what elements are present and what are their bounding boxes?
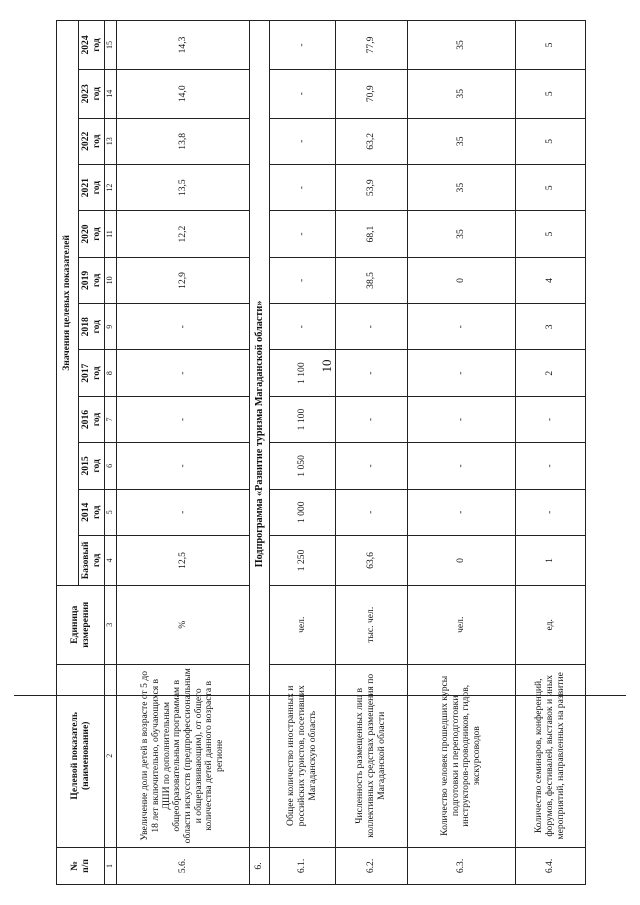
row-num: 6.4.: [516, 847, 586, 884]
row-value-2015: 1 050: [270, 443, 335, 489]
header-year-2024: 2024 год: [79, 21, 105, 70]
row-value-2023: 14,0: [117, 69, 250, 118]
section-num: 6.: [250, 847, 270, 884]
target-indicators-table: [56, 20, 586, 885]
row-value-2019: 12,9: [117, 257, 250, 303]
column-index-cell: 4: [105, 535, 117, 585]
column-index-cell: 13: [105, 118, 117, 164]
row-value-2020: 68,1: [335, 211, 407, 257]
target-indicators-sheet: [56, 20, 586, 885]
table-row: [335, 21, 407, 885]
row-value-2022: 5: [516, 118, 586, 164]
row-value-2024: 77,9: [335, 21, 407, 70]
row-value-2021: 5: [516, 164, 586, 210]
row-indicator-name: Общее количество иностранных и российских туристов, посетивших Магаданскую область: [270, 664, 335, 847]
row-value-2017: -: [117, 350, 250, 396]
row-value-2019: 0: [407, 257, 515, 303]
column-index-cell: 12: [105, 164, 117, 210]
row-value-2024: 5: [516, 21, 586, 70]
row-unit: %: [117, 585, 250, 664]
row-value-2024: 14,3: [117, 21, 250, 70]
row-value-2017: 2: [516, 350, 586, 396]
row-value-2018: -: [117, 304, 250, 350]
column-index-cell: 10: [105, 257, 117, 303]
column-index-cell: 5: [105, 489, 117, 535]
row-value-2020: 12,2: [117, 211, 250, 257]
header-year-2020: 2020 год: [79, 211, 105, 257]
row-value-2018: -: [335, 304, 407, 350]
header-unit: Единица измерения: [57, 585, 105, 664]
column-index-cell: 3: [105, 585, 117, 664]
row-num: 6.3.: [407, 847, 515, 884]
row-value-2023: -: [270, 69, 335, 118]
row-value-2024: 35: [407, 21, 515, 70]
column-index-cell: 7: [105, 396, 117, 442]
row-value-2014: -: [516, 489, 586, 535]
row-base-value: 1 250: [270, 535, 335, 585]
column-index-cell: 14: [105, 69, 117, 118]
section-title: Подпрограмма «Развитие туризма Магаданской области»: [250, 21, 270, 848]
row-indicator-name: Увеличение доли детей в возрасте от 5 до 18 лет включительно, обучающихся в ДШИ по дополнительным общеобразовательным программам в области искусств (предпрофессиональным и общеразвивающим), от общего количества детей данного возраста в регионе: [117, 664, 250, 847]
column-index-cell: 15: [105, 21, 117, 70]
row-value-2015: -: [335, 443, 407, 489]
row-value-2022: 63,2: [335, 118, 407, 164]
row-base-value: 12,5: [117, 535, 250, 585]
row-value-2018: -: [270, 304, 335, 350]
row-value-2014: -: [407, 489, 515, 535]
column-index-cell: 8: [105, 350, 117, 396]
row-base-value: 63,6: [335, 535, 407, 585]
table-row-5-6: [117, 21, 250, 885]
section-row: [250, 21, 270, 885]
row-value-2020: -: [270, 211, 335, 257]
row-value-2020: 5: [516, 211, 586, 257]
header-year-2015: 2015 год: [79, 443, 105, 489]
row-value-2018: -: [407, 304, 515, 350]
row-value-2017: -: [335, 350, 407, 396]
row-unit: чел.: [270, 585, 335, 664]
row-value-2023: 5: [516, 69, 586, 118]
row-value-2014: 1 000: [270, 489, 335, 535]
column-index-cell: 6: [105, 443, 117, 489]
header-indicator: Целевой показатель (наименование): [57, 664, 105, 847]
table-row: [270, 21, 335, 885]
row-unit: чел.: [407, 585, 515, 664]
row-value-2022: -: [270, 118, 335, 164]
column-index-cell: 11: [105, 211, 117, 257]
row-value-2019: 4: [516, 257, 586, 303]
row-value-2015: -: [516, 443, 586, 489]
row-value-2015: -: [407, 443, 515, 489]
header-year-2019: 2019 год: [79, 257, 105, 303]
row-unit: ед.: [516, 585, 586, 664]
row-value-2014: -: [335, 489, 407, 535]
row-value-2023: 35: [407, 69, 515, 118]
page-separator-line: [14, 695, 626, 696]
row-num: 6.1.: [270, 847, 335, 884]
row-value-2019: -: [270, 257, 335, 303]
row-value-2016: -: [516, 396, 586, 442]
table-row: [516, 21, 586, 885]
header-values-group: Значения целевых показателей: [57, 21, 79, 586]
row-value-2016: -: [407, 396, 515, 442]
row-value-2021: -: [270, 164, 335, 210]
row-indicator-name: Количество семинаров, конференций, форумов, фестивалей, выставок и иных мероприятий, направленных на развитие: [516, 664, 586, 847]
column-index-cell: 2: [105, 664, 117, 847]
row-value-2021: 35: [407, 164, 515, 210]
row-value-2016: -: [335, 396, 407, 442]
row-value-2022: 13,8: [117, 118, 250, 164]
column-index-cell: 9: [105, 304, 117, 350]
row-value-2021: 13,5: [117, 164, 250, 210]
row-indicator-name: Численность размещенных лиц в коллективных средствах размещения по Магаданской области: [335, 664, 407, 847]
row-indicator-name: Количество человек прошедших курсы подготовки и переподготовки инструкторов-проводников, гидов, экскурсоводов: [407, 664, 515, 847]
row-value-2020: 35: [407, 211, 515, 257]
header-num: № п/п: [57, 847, 105, 884]
column-index-cell: 1: [105, 847, 117, 884]
row-value-2019: 38,5: [335, 257, 407, 303]
header-year-2022: 2022 год: [79, 118, 105, 164]
header-year-2016: 2016 год: [79, 396, 105, 442]
row-value-2016: 1 100: [270, 396, 335, 442]
row-value-2015: -: [117, 443, 250, 489]
row-value-2021: 53,9: [335, 164, 407, 210]
header-year-2021: 2021 год: [79, 164, 105, 210]
row-value-2017: -: [407, 350, 515, 396]
rotated-table-frame: [56, 20, 586, 885]
row-unit: тыс. чел.: [335, 585, 407, 664]
row-base-value: 1: [516, 535, 586, 585]
row-num: 5.6.: [117, 847, 250, 884]
row-value-2014: -: [117, 489, 250, 535]
header-year-2023: 2023 год: [79, 69, 105, 118]
table-row: [407, 21, 515, 885]
header-year-2017: 2017 год: [79, 350, 105, 396]
row-base-value: 0: [407, 535, 515, 585]
row-num: 6.2.: [335, 847, 407, 884]
table-body: [117, 21, 586, 885]
row-value-2018: 3: [516, 304, 586, 350]
column-index-row: [105, 21, 117, 885]
row-value-2023: 70,9: [335, 69, 407, 118]
row-value-2022: 35: [407, 118, 515, 164]
row-value-2016: -: [117, 396, 250, 442]
header-year-2018: 2018 год: [79, 304, 105, 350]
header-base-year: Базовый год: [79, 535, 105, 585]
header-year-2014: 2014 год: [79, 489, 105, 535]
row-value-2024: -: [270, 21, 335, 70]
page-number: 10: [319, 359, 334, 373]
row-value-2017: 1 100: [270, 350, 335, 396]
